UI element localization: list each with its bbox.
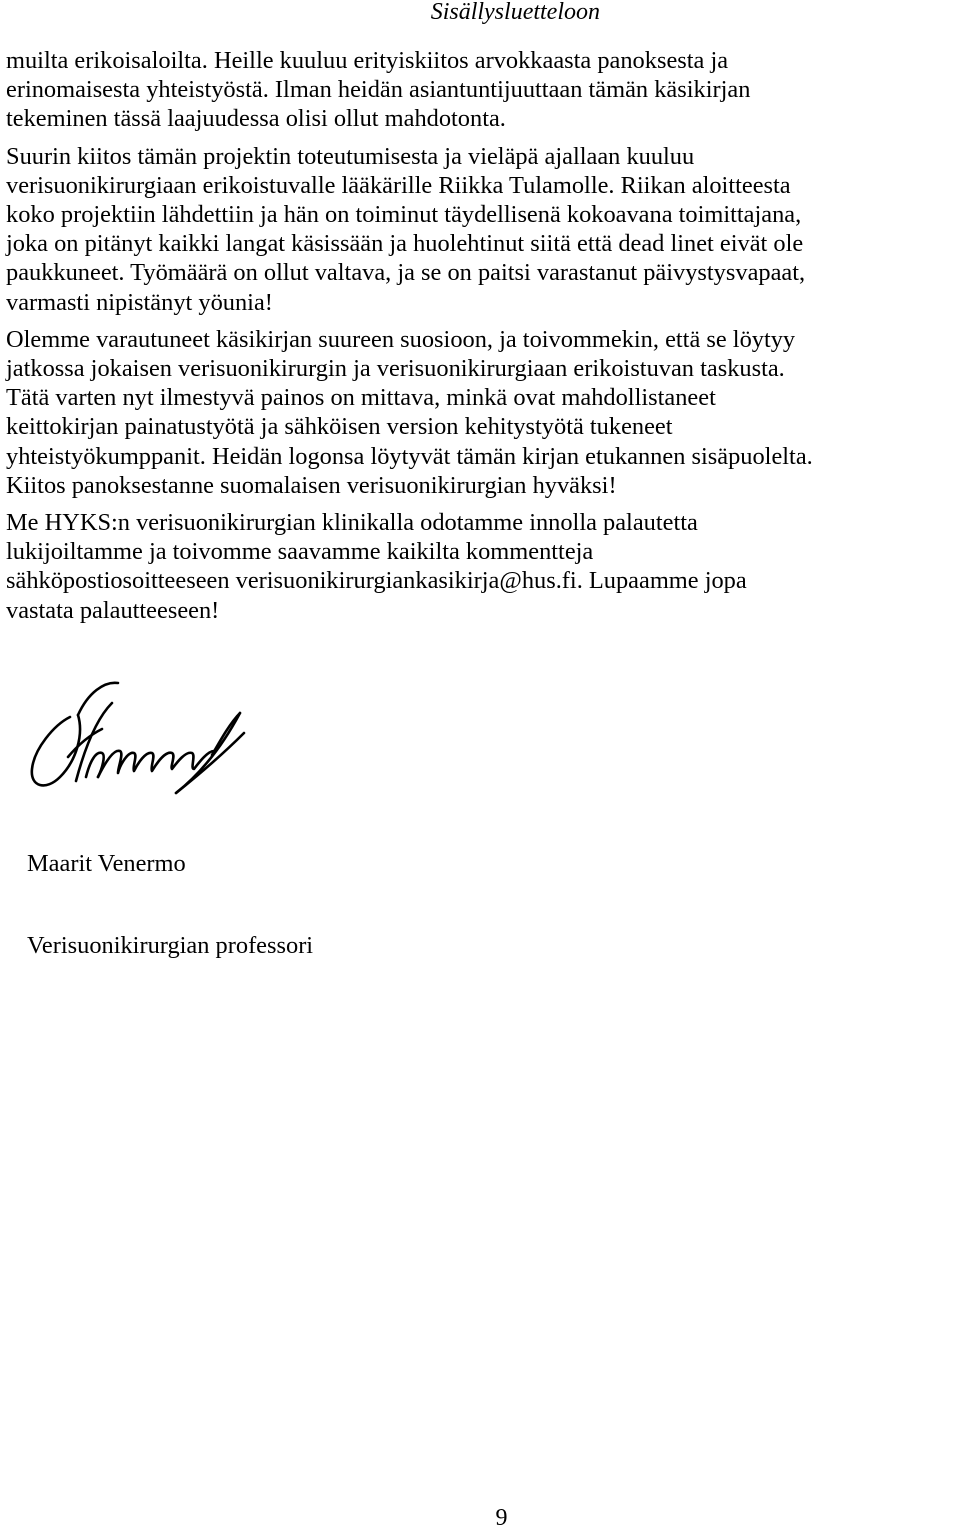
page-body bbox=[6, 46, 956, 633]
signer-name: Maarit Venermo bbox=[27, 850, 186, 877]
toc-link[interactable]: Sisällysluetteloon bbox=[430, 0, 600, 25]
paragraph-feedback: Me HYKS:n verisuonikirurgian klinikalla odotamme innolla palautetta lukijoiltamme ja toivomme saavamme kaikilta kommentteja sähköpostiosoitteeseen verisuonikirurgiankasikirja@hus.fi. Lupaamme jopa vastata palautteeseen! bbox=[6, 509, 747, 624]
paragraph-edition: Olemme varautuneet käsikirjan suureen suosioon, ja toivommekin, että se löytyy jatkossa jokaisen verisuonikirurgin ja verisuonikirurgiaan erikoistuvan taskusta. Tätä varten nyt ilmestyvä painos on mittava, minkä ovat mahdollistaneet keittokirjan painatustyötä ja sähköisen version kehitystyötä tukeneet yhteistyökumppanit. Heidän logonsa löytyvät tämän kirjan etukannen sisäpuolelta. Kiitos panoksestanne suomalaisen verisuonikirurgian hyväksi! bbox=[6, 325, 813, 499]
signer-title: Verisuonikirurgian professori bbox=[27, 932, 314, 959]
signer-block bbox=[27, 802, 313, 1007]
handwritten-signature bbox=[26, 665, 258, 795]
paragraph-thanks-editor: Suurin kiitos tämän projektin toteutumisesta ja vieläpä ajallaan kuuluu verisuonikirurgiaan erikoistuvalle lääkärille Riikka Tulamolle. Riikan aloitteesta koko projektiin lähdettiin ja hän on toiminut täydellisenä kokoavana toimittajana, joka on pitänyt kaikki langat käsissään ja huolehtinut siitä että dead linet eivät ole paukkuneet. Työmäärä on ollut valtava, ja se on paitsi varastanut päivystysvapaat, varmasti nipistänyt yöunia! bbox=[6, 142, 806, 316]
page-number: 9 bbox=[495, 1505, 508, 1531]
paragraph-thanks-specialists: muilta erikoisaloilta. Heille kuuluu erityiskiitos arvokkaasta panoksesta ja erinomaisesta yhteistyöstä. Ilman heidän asiantuntijuuttaan tämän käsikirjan tekeminen tässä laajuudessa olisi ollut mahdotonta. bbox=[6, 47, 751, 133]
